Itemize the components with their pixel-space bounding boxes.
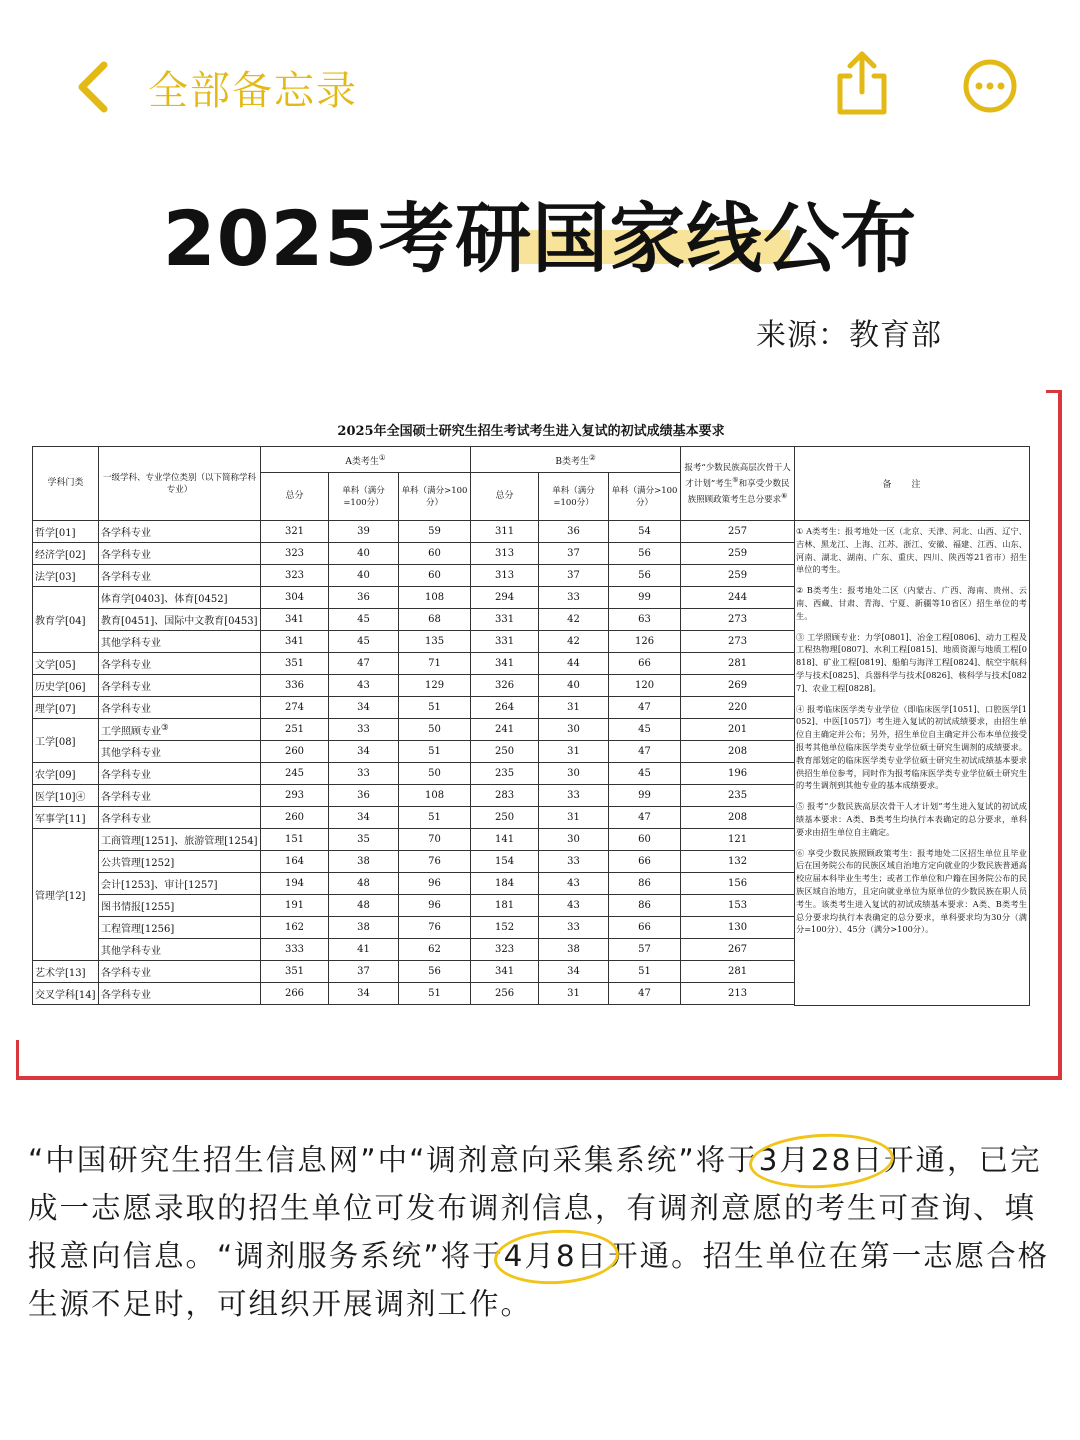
subject-cell: 历史学[06] — [33, 675, 99, 697]
header-b-total: 总分 — [471, 473, 539, 521]
subject-cell: 管理学[12] — [33, 829, 99, 961]
chevron-left-icon — [72, 59, 112, 115]
major-cell: 其他学科专业 — [99, 631, 261, 653]
score-cell: 184 — [471, 873, 539, 895]
subject-cell: 教育学[04] — [33, 587, 99, 653]
score-cell: 71 — [399, 653, 471, 675]
nav-bar — [0, 0, 1080, 170]
score-cell: 164 — [261, 851, 329, 873]
score-cell: 201 — [681, 719, 795, 741]
score-cell: 43 — [329, 675, 399, 697]
score-cell: 152 — [471, 917, 539, 939]
subject-cell: 经济学[02] — [33, 543, 99, 565]
table-row — [33, 741, 795, 763]
score-cell: 47 — [609, 741, 681, 763]
score-cell: 250 — [471, 741, 539, 763]
score-cell: 336 — [261, 675, 329, 697]
score-cell: 311 — [471, 521, 539, 543]
major-cell: 各学科专业 — [99, 543, 261, 565]
score-cell: 45 — [329, 631, 399, 653]
score-cell: 341 — [471, 653, 539, 675]
score-cell: 304 — [261, 587, 329, 609]
subject-cell: 交叉学科[14] — [33, 983, 99, 1005]
score-cell: 191 — [261, 895, 329, 917]
score-cell: 156 — [681, 873, 795, 895]
score-cell: 326 — [471, 675, 539, 697]
score-cell: 313 — [471, 543, 539, 565]
score-cell: 76 — [399, 917, 471, 939]
header-a-group: A类考生① — [261, 447, 471, 473]
score-cell: 63 — [609, 609, 681, 631]
score-cell: 351 — [261, 653, 329, 675]
score-cell: 33 — [329, 719, 399, 741]
score-cell: 86 — [609, 873, 681, 895]
table-row — [33, 961, 795, 983]
score-cell: 48 — [329, 895, 399, 917]
score-cell: 30 — [539, 829, 609, 851]
score-cell: 151 — [261, 829, 329, 851]
score-cell: 43 — [539, 895, 609, 917]
score-cell: 31 — [539, 741, 609, 763]
score-cell: 256 — [471, 983, 539, 1005]
score-cell: 250 — [471, 807, 539, 829]
score-cell: 264 — [471, 697, 539, 719]
header-subject: 学科门类 — [33, 447, 99, 521]
table-row — [33, 785, 795, 807]
share-button[interactable] — [832, 50, 892, 116]
score-cell: 257 — [681, 521, 795, 543]
major-cell: 各学科专业 — [99, 521, 261, 543]
subject-cell: 医学[10]④ — [33, 785, 99, 807]
major-cell: 各学科专业 — [99, 807, 261, 829]
score-cell: 34 — [329, 697, 399, 719]
source-label: 来源：教育部 — [756, 318, 942, 353]
major-cell: 会计[1253]、审计[1257] — [99, 873, 261, 895]
score-cell: 47 — [609, 983, 681, 1005]
table-row — [33, 983, 795, 1005]
score-cell: 37 — [329, 961, 399, 983]
score-cell: 321 — [261, 521, 329, 543]
subject-cell: 艺术学[13] — [33, 961, 99, 983]
score-cell: 99 — [609, 587, 681, 609]
table-row — [33, 609, 795, 631]
score-cell: 34 — [329, 807, 399, 829]
subject-cell: 农学[09] — [33, 763, 99, 785]
subject-cell: 文学[05] — [33, 653, 99, 675]
score-cell: 141 — [471, 829, 539, 851]
score-cell: 351 — [261, 961, 329, 983]
score-cell: 259 — [681, 565, 795, 587]
score-cell: 33 — [539, 851, 609, 873]
notes-header: 备注 — [794, 447, 1029, 521]
score-cell: 153 — [681, 895, 795, 917]
major-cell: 工程管理[1256] — [99, 917, 261, 939]
more-button[interactable] — [962, 58, 1018, 114]
score-cell: 51 — [399, 807, 471, 829]
major-cell: 工学照顾专业③ — [99, 719, 261, 741]
score-cell: 251 — [261, 719, 329, 741]
frame-border — [1058, 390, 1062, 1080]
header-b-single-gt100: 单科（满分>100分） — [609, 473, 681, 521]
score-cell: 42 — [539, 631, 609, 653]
score-cell: 283 — [471, 785, 539, 807]
table-row — [33, 939, 795, 961]
table-row — [33, 565, 795, 587]
score-cell: 40 — [329, 565, 399, 587]
table-row — [33, 521, 795, 543]
score-cell: 34 — [329, 983, 399, 1005]
score-cell: 68 — [399, 609, 471, 631]
score-document — [32, 418, 1030, 1005]
header-special: 报考“少数民族高层次骨干人才计划”考生⑤和享受少数民族照顾政策考生总分要求⑥ — [681, 447, 795, 521]
table-row — [33, 829, 795, 851]
back-label: 全部备忘录 — [148, 67, 358, 114]
score-cell: 154 — [471, 851, 539, 873]
score-cell: 70 — [399, 829, 471, 851]
score-cell: 31 — [539, 807, 609, 829]
table-row — [33, 587, 795, 609]
score-cell: 220 — [681, 697, 795, 719]
table-row — [33, 763, 795, 785]
score-cell: 260 — [261, 741, 329, 763]
score-cell: 281 — [681, 961, 795, 983]
note-item: ① A类考生：报考地处一区（北京、天津、河北、山西、辽宁、吉林、黑龙江、上海、江苏、浙江、安徽、福建、江西、山东、河南、湖北、湖南、广东、重庆、四川、陕西等21省市）招生单位的考生。 — [796, 526, 1027, 575]
table-row — [33, 543, 795, 565]
header-category: 一级学科、专业学位类别（以下简称学科专业） — [99, 447, 261, 521]
score-cell: 341 — [261, 631, 329, 653]
score-cell: 47 — [609, 697, 681, 719]
more-icon — [962, 58, 1018, 114]
subject-cell: 法学[03] — [33, 565, 99, 587]
score-cell: 241 — [471, 719, 539, 741]
score-cell: 60 — [399, 565, 471, 587]
score-cell: 121 — [681, 829, 795, 851]
header-b-group: B类考生② — [471, 447, 681, 473]
score-cell: 108 — [399, 785, 471, 807]
table-row — [33, 697, 795, 719]
score-cell: 51 — [399, 697, 471, 719]
score-cell: 51 — [399, 741, 471, 763]
header-a-single100: 单科（满分=100分） — [329, 473, 399, 521]
score-cell: 30 — [539, 719, 609, 741]
note-item: ② B类考生：报考地处二区（内蒙古、广西、海南、贵州、云南、西藏、甘肃、青海、宁夏、新疆等10省区）招生单位的考生。 — [796, 585, 1027, 621]
score-cell: 323 — [261, 543, 329, 565]
body-paragraph: “中国研究生招生信息网”中“调剂意向采集系统”将于3月28日开通，已完成一志愿录取的招生单位可发布调剂信息，有调剂意愿的考生可查询、填报意向信息。“调剂服务系统”将于4月8日开通。招生单位在第一志愿合格生源不足时，可组织开展调剂工作。 — [28, 1136, 1058, 1328]
frame-corner — [16, 1040, 19, 1080]
major-cell: 各学科专业 — [99, 763, 261, 785]
score-cell: 162 — [261, 917, 329, 939]
score-cell: 273 — [681, 609, 795, 631]
score-cell: 213 — [681, 983, 795, 1005]
table-row — [33, 873, 795, 895]
subject-cell: 工学[08] — [33, 719, 99, 763]
table-row — [33, 675, 795, 697]
score-cell: 41 — [329, 939, 399, 961]
major-cell: 各学科专业 — [99, 785, 261, 807]
score-cell: 37 — [539, 565, 609, 587]
major-cell: 教育[0451]、国际中文教育[0453] — [99, 609, 261, 631]
score-cell: 43 — [539, 873, 609, 895]
note-item: ④ 报考临床医学类专业学位（即临床医学[1051]、口腔医学[1052]、中医[1057]）考生进入复试的初试成绩要求，由招生单位自主确定并公布；另外，招生单位自主确定并公布本单位接受报考其他单位临床医学类专业学位硕士研究生调剂的成绩要求。教育部划定的临床医学类专业学位硕士研究生初试成绩基本要求供招生单位参考，同时作为报考临床医学类专业学位硕士研究生的考生调剂到其他专业的基本成绩要求。 — [796, 703, 1027, 791]
notes-column — [794, 446, 1030, 1006]
major-cell: 图书情报[1255] — [99, 895, 261, 917]
score-cell: 66 — [609, 917, 681, 939]
back-button[interactable] — [72, 55, 372, 119]
score-cell: 120 — [609, 675, 681, 697]
score-cell: 60 — [609, 829, 681, 851]
score-cell: 33 — [329, 763, 399, 785]
score-cell: 244 — [681, 587, 795, 609]
table-row — [33, 851, 795, 873]
score-cell: 66 — [609, 851, 681, 873]
score-cell: 323 — [471, 939, 539, 961]
score-cell: 273 — [681, 631, 795, 653]
score-cell: 36 — [329, 785, 399, 807]
score-cell: 96 — [399, 895, 471, 917]
major-cell: 各学科专业 — [99, 961, 261, 983]
score-cell: 208 — [681, 741, 795, 763]
page-title: 2025考研国家线公布 — [162, 194, 918, 283]
score-cell: 135 — [399, 631, 471, 653]
score-cell: 33 — [539, 917, 609, 939]
score-cell: 323 — [261, 565, 329, 587]
score-cell: 341 — [261, 609, 329, 631]
score-cell: 267 — [681, 939, 795, 961]
score-cell: 132 — [681, 851, 795, 873]
score-cell: 34 — [329, 741, 399, 763]
score-cell: 42 — [539, 609, 609, 631]
header-a-total: 总分 — [261, 473, 329, 521]
score-cell: 126 — [609, 631, 681, 653]
score-cell: 235 — [681, 785, 795, 807]
table-row — [33, 807, 795, 829]
table-row — [33, 895, 795, 917]
major-cell: 公共管理[1252] — [99, 851, 261, 873]
score-cell: 266 — [261, 983, 329, 1005]
major-cell: 其他学科专业 — [99, 939, 261, 961]
score-cell: 51 — [609, 961, 681, 983]
score-cell: 260 — [261, 807, 329, 829]
score-cell: 31 — [539, 697, 609, 719]
score-cell: 50 — [399, 763, 471, 785]
score-cell: 57 — [609, 939, 681, 961]
frame-border — [16, 1076, 1062, 1080]
score-cell: 56 — [399, 961, 471, 983]
score-cell: 281 — [681, 653, 795, 675]
score-cell: 96 — [399, 873, 471, 895]
score-cell: 39 — [329, 521, 399, 543]
score-cell: 56 — [609, 543, 681, 565]
score-cell: 333 — [261, 939, 329, 961]
score-cell: 259 — [681, 543, 795, 565]
score-table — [32, 446, 795, 1005]
score-cell: 45 — [329, 609, 399, 631]
subject-cell: 理学[07] — [33, 697, 99, 719]
score-cell: 245 — [261, 763, 329, 785]
table-row — [33, 719, 795, 741]
score-cell: 108 — [399, 587, 471, 609]
score-cell: 99 — [609, 785, 681, 807]
major-cell: 各学科专业 — [99, 653, 261, 675]
subject-cell: 军事学[11] — [33, 807, 99, 829]
note-item: ⑤ 报考“少数民族高层次骨干人才计划”考生进入复试的初试成绩基本要求：A类、B类考生均执行本表确定的总分要求，单科要求由招生单位自主确定。 — [796, 801, 1027, 837]
header-b-single100: 单科（满分=100分） — [539, 473, 609, 521]
score-cell: 56 — [609, 565, 681, 587]
score-cell: 293 — [261, 785, 329, 807]
score-cell: 38 — [539, 939, 609, 961]
score-cell: 30 — [539, 763, 609, 785]
score-cell: 50 — [399, 719, 471, 741]
score-cell: 62 — [399, 939, 471, 961]
score-cell: 34 — [539, 961, 609, 983]
header-a-single-gt100: 单科（满分>100分） — [399, 473, 471, 521]
score-cell: 47 — [609, 807, 681, 829]
note-item: ③ 工学照顾专业：力学[0801]、冶金工程[0806]、动力工程及工程热物理[0807]、水利工程[0815]、地质资源与地质工程[0818]、矿业工程[0819]、船舶与海洋工程[0824]、航空宇航科学与技术[0825]、兵器科学与技术[0826]、核科学与技术[0827]、农业工程[0828]。 — [796, 631, 1027, 693]
score-cell: 35 — [329, 829, 399, 851]
major-cell: 各学科专业 — [99, 983, 261, 1005]
score-cell: 181 — [471, 895, 539, 917]
score-cell: 194 — [261, 873, 329, 895]
score-cell: 44 — [539, 653, 609, 675]
score-cell: 196 — [681, 763, 795, 785]
score-cell: 38 — [329, 917, 399, 939]
major-cell: 各学科专业 — [99, 697, 261, 719]
score-cell: 341 — [471, 961, 539, 983]
score-cell: 331 — [471, 609, 539, 631]
score-cell: 313 — [471, 565, 539, 587]
highlighted-date: 3月28日 — [759, 1136, 884, 1184]
score-cell: 36 — [329, 587, 399, 609]
score-cell: 33 — [539, 587, 609, 609]
score-cell: 76 — [399, 851, 471, 873]
table-row — [33, 917, 795, 939]
score-cell: 31 — [539, 983, 609, 1005]
score-cell: 38 — [329, 851, 399, 873]
score-cell: 45 — [609, 719, 681, 741]
score-cell: 294 — [471, 587, 539, 609]
score-cell: 331 — [471, 631, 539, 653]
score-cell: 86 — [609, 895, 681, 917]
score-cell: 48 — [329, 873, 399, 895]
score-cell: 66 — [609, 653, 681, 675]
score-cell: 208 — [681, 807, 795, 829]
major-cell: 其他学科专业 — [99, 741, 261, 763]
score-cell: 59 — [399, 521, 471, 543]
score-cell: 235 — [471, 763, 539, 785]
score-cell: 40 — [329, 543, 399, 565]
major-cell: 各学科专业 — [99, 675, 261, 697]
score-cell: 40 — [539, 675, 609, 697]
score-cell: 33 — [539, 785, 609, 807]
highlighted-date: 4月8日 — [504, 1232, 609, 1280]
table-row — [33, 631, 795, 653]
score-cell: 47 — [329, 653, 399, 675]
score-cell: 269 — [681, 675, 795, 697]
major-cell: 工商管理[1251]、旅游管理[1254] — [99, 829, 261, 851]
score-cell: 37 — [539, 543, 609, 565]
table-row — [33, 653, 795, 675]
subject-cell: 哲学[01] — [33, 521, 99, 543]
share-icon — [832, 50, 892, 116]
score-cell: 54 — [609, 521, 681, 543]
major-cell: 各学科专业 — [99, 565, 261, 587]
score-cell: 45 — [609, 763, 681, 785]
score-cell: 60 — [399, 543, 471, 565]
score-cell: 36 — [539, 521, 609, 543]
score-cell: 129 — [399, 675, 471, 697]
note-item: ⑥ 享受少数民族照顾政策考生：报考地处二区招生单位且毕业后在国务院公布的民族区域自治地方定向就业的少数民族普通高校应届本科毕业生考生；或者工作单位和户籍在国务院公布的民族区域自治地方，且定向就业单位为原单位的少数民族在职人员考生。该类考生进入复试的初试成绩基本要求：A类、B类考生总分要求均执行本表确定的总分要求，单科要求均为30分（满分=100分）、45分（满分>100分）。 — [796, 847, 1027, 935]
document-title: 2025年全国硕士研究生招生考试考生进入复试的初试成绩基本要求 — [337, 424, 725, 439]
score-cell: 51 — [399, 983, 471, 1005]
major-cell: 体育学[0403]、体育[0452] — [99, 587, 261, 609]
score-cell: 130 — [681, 917, 795, 939]
score-cell: 274 — [261, 697, 329, 719]
